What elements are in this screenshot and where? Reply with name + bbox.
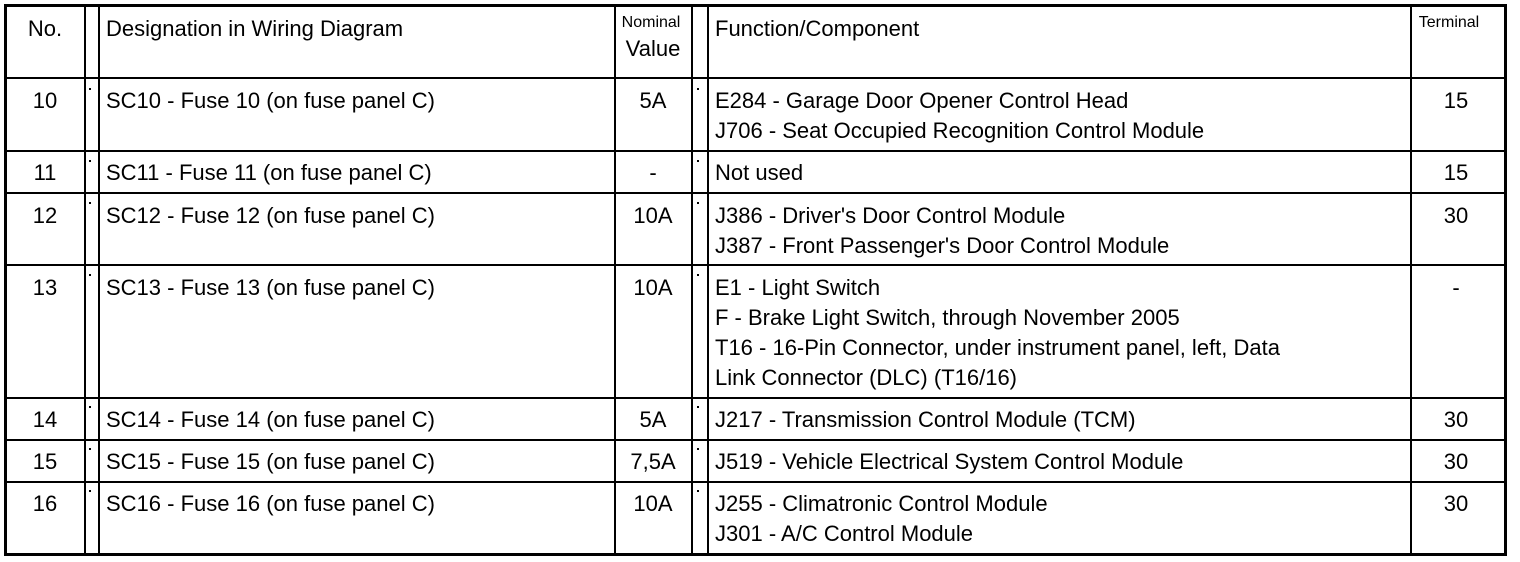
row-function-line: E284 - Garage Door Opener Control Head [715, 88, 1129, 113]
row-divider [4, 77, 1507, 79]
header-no: No. [27, 16, 63, 41]
row-value: - [649, 160, 657, 185]
header-designation: Designation in Wiring Diagram [106, 16, 404, 41]
scan-mark [89, 88, 91, 90]
row-value: 5A [639, 88, 667, 113]
scan-mark [697, 490, 699, 492]
row-divider [4, 264, 1507, 266]
row-value: 7,5A [630, 449, 676, 474]
scan-mark [697, 274, 699, 276]
scan-mark [697, 88, 699, 90]
row-designation: SC14 - Fuse 14 (on fuse panel C) [106, 407, 435, 432]
header-function: Function/Component [715, 16, 920, 41]
row-terminal: 30 [1443, 449, 1469, 474]
row-divider [4, 397, 1507, 399]
row-designation: SC12 - Fuse 12 (on fuse panel C) [106, 203, 435, 228]
row-function-line: J255 - Climatronic Control Module [715, 491, 1048, 516]
row-no: 11 [33, 160, 57, 185]
row-designation: SC15 - Fuse 15 (on fuse panel C) [106, 449, 435, 474]
row-terminal: 15 [1443, 160, 1469, 185]
row-terminal: - [1452, 275, 1460, 300]
scan-mark [89, 490, 91, 492]
row-function-line: J217 - Transmission Control Module (TCM) [715, 407, 1136, 432]
scan-mark [697, 448, 699, 450]
row-function-line: J301 - A/C Control Module [715, 521, 974, 546]
row-function-line: T16 - 16-Pin Connector, under instrument panel, left, Data [715, 335, 1280, 360]
scan-mark [89, 160, 91, 162]
scan-mark [89, 202, 91, 204]
row-no: 10 [32, 88, 58, 113]
header-nominal-bottom: Value [625, 36, 681, 61]
row-divider [4, 150, 1507, 152]
header-terminal: Terminal [1418, 14, 1480, 31]
row-function-line: J387 - Front Passenger's Door Control Module [715, 233, 1170, 258]
column-divider [691, 4, 693, 556]
row-value: 10A [633, 491, 673, 516]
row-function-line: J519 - Vehicle Electrical System Control Module [715, 449, 1184, 474]
row-divider [4, 439, 1507, 441]
row-no: 16 [32, 491, 58, 516]
row-designation: SC13 - Fuse 13 (on fuse panel C) [106, 275, 435, 300]
scan-mark [697, 202, 699, 204]
row-divider [4, 192, 1507, 194]
row-function-line: E1 - Light Switch [715, 275, 881, 300]
scan-mark [89, 448, 91, 450]
column-divider [98, 4, 100, 556]
scan-mark [697, 160, 699, 162]
scan-mark [697, 406, 699, 408]
row-value: 10A [633, 275, 673, 300]
row-no: 15 [32, 449, 58, 474]
row-function-line: Not used [715, 160, 804, 185]
row-no: 12 [32, 203, 58, 228]
scan-mark [89, 406, 91, 408]
column-divider [707, 4, 709, 556]
scan-mark [89, 274, 91, 276]
row-designation: SC11 - Fuse 11 (on fuse panel C) [106, 160, 432, 185]
row-designation: SC16 - Fuse 16 (on fuse panel C) [106, 491, 435, 516]
row-no: 14 [32, 407, 58, 432]
row-no: 13 [32, 275, 58, 300]
row-function-line: J706 - Seat Occupied Recognition Control Module [715, 118, 1205, 143]
row-value: 5A [639, 407, 667, 432]
row-designation: SC10 - Fuse 10 (on fuse panel C) [106, 88, 435, 113]
header-nominal-top: Nominal [621, 14, 681, 31]
row-terminal: 30 [1443, 203, 1469, 228]
row-terminal: 30 [1443, 407, 1469, 432]
row-divider [4, 481, 1507, 483]
row-function-line: F - Brake Light Switch, through November 2005 [715, 305, 1180, 330]
column-divider [84, 4, 86, 556]
row-function-line: J386 - Driver's Door Control Module [715, 203, 1066, 228]
row-function-line: Link Connector (DLC) (T16/16) [715, 365, 1018, 390]
row-value: 10A [633, 203, 673, 228]
row-terminal: 30 [1443, 491, 1469, 516]
row-terminal: 15 [1443, 88, 1469, 113]
